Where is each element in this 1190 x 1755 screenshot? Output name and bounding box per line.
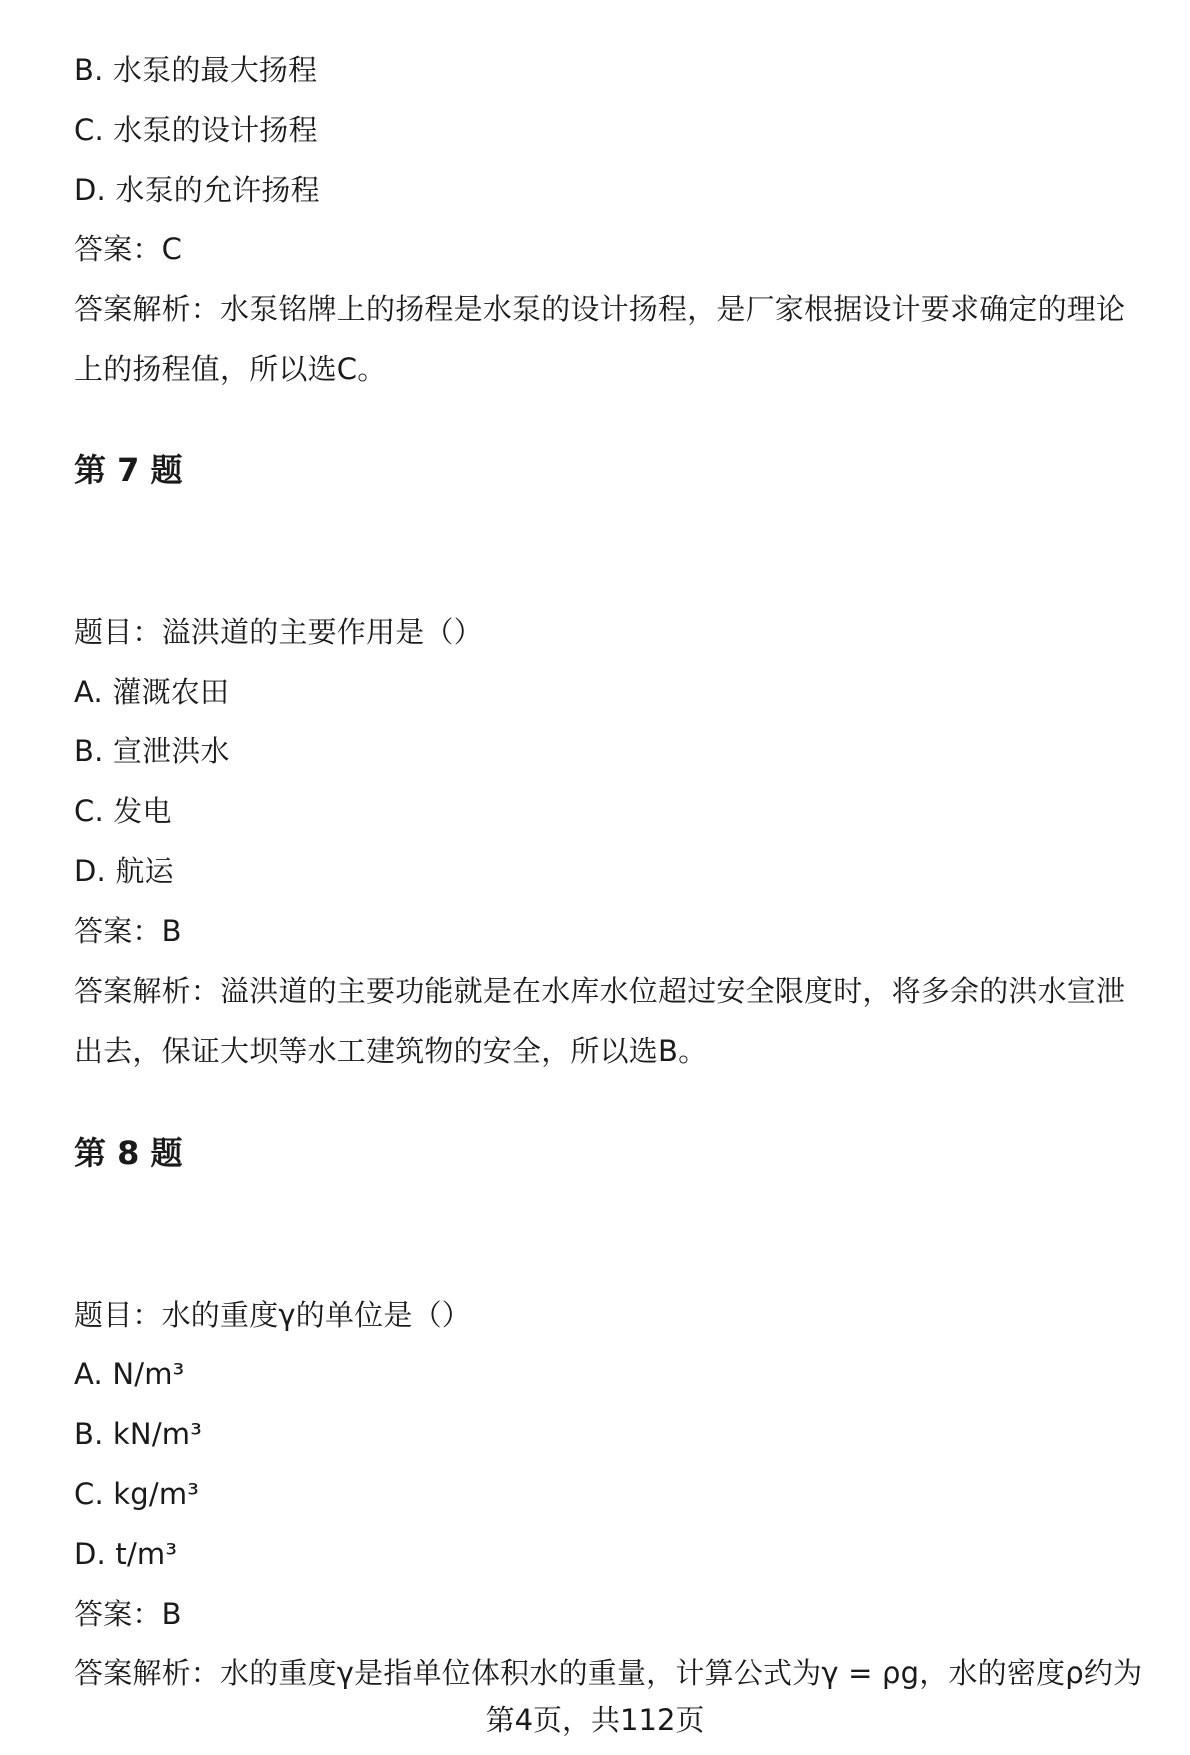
q6-answer: 答案：C [74,232,183,266]
q8-heading: 第 8 题 [74,1134,183,1172]
q8-question: 题目：水的重度γ的单位是（） [74,1298,471,1332]
q7-analysis-line1: 答案解析：溢洪道的主要功能就是在水库水位超过安全限度时，将多余的洪水宣泄 [74,974,1126,1008]
q6-option-d: D. 水泵的允许扬程 [74,173,320,207]
q7-option-b: B. 宣泄洪水 [74,734,230,768]
q7-analysis-line2: 出去，保证大坝等水工建筑物的安全，所以选B。 [74,1034,708,1068]
q7-option-d: D. 航运 [74,854,174,888]
q8-option-c: C. kg/m³ [74,1477,200,1511]
q8-option-d: D. t/m³ [74,1537,178,1571]
q8-analysis-line1: 答案解析：水的重度γ是指单位体积水的重量，计算公式为γ = ρg，水的密度ρ约为 [74,1656,1143,1690]
q7-option-c: C. 发电 [74,794,172,828]
q6-option-b: B. 水泵的最大扬程 [74,53,318,87]
q8-option-a: A. N/m³ [74,1357,185,1391]
q8-option-b: B. kN/m³ [74,1417,203,1451]
page-footer: 第4页，共112页 [485,1703,705,1737]
q6-analysis-line1: 答案解析：水泵铭牌上的扬程是水泵的设计扬程，是厂家根据设计要求确定的理论 [74,292,1126,326]
q6-option-c: C. 水泵的设计扬程 [74,113,318,147]
q7-option-a: A. 灌溉农田 [74,675,230,709]
q7-answer: 答案：B [74,914,182,948]
q7-question: 题目：溢洪道的主要作用是（） [74,615,483,649]
q8-answer: 答案：B [74,1597,182,1631]
q7-heading: 第 7 题 [74,451,183,489]
q6-analysis-line2: 上的扬程值，所以选C。 [74,352,387,386]
